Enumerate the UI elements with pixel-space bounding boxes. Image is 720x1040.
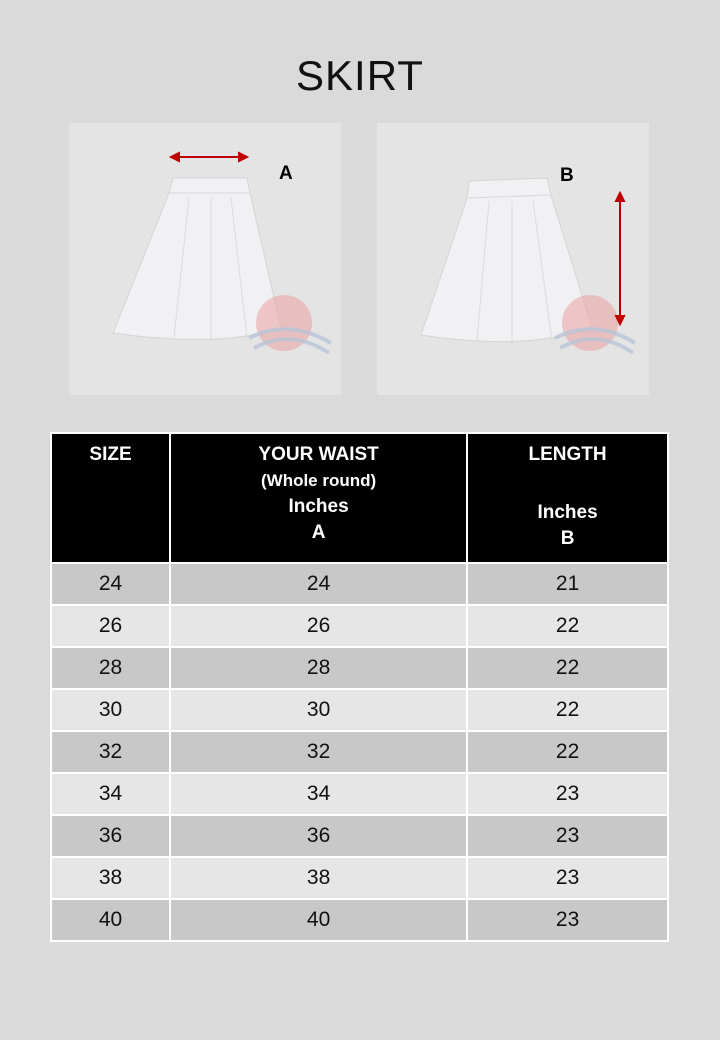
page-title: SKIRT — [296, 52, 424, 99]
header-line: B — [560, 528, 575, 549]
length-cell: 21 — [467, 563, 668, 605]
length-cell: 23 — [467, 857, 668, 899]
table-row — [51, 815, 668, 857]
table-row — [51, 857, 668, 899]
header-size — [51, 433, 170, 563]
skirt-front-image-waist — [69, 123, 341, 395]
table-row — [51, 731, 668, 773]
header-line: Inches — [288, 496, 349, 517]
size-cell: 38 — [51, 857, 170, 899]
waist-cell: 36 — [170, 815, 467, 857]
length-cell: 22 — [467, 647, 668, 689]
header-line: A — [311, 522, 326, 543]
waist-cell: 34 — [170, 773, 467, 815]
waist-cell: 24 — [170, 563, 467, 605]
skirt-front-image-length — [377, 123, 649, 395]
size-cell: 34 — [51, 773, 170, 815]
table-row — [51, 605, 668, 647]
table-row — [51, 563, 668, 605]
header-line: SIZE — [89, 444, 132, 465]
size-cell: 32 — [51, 731, 170, 773]
waist-arrow-icon — [171, 153, 247, 161]
skirt-illustration — [377, 123, 649, 395]
header-line: (Whole round) — [260, 471, 377, 490]
waist-cell: 26 — [170, 605, 467, 647]
table-header-row — [51, 433, 668, 563]
length-cell: 22 — [467, 731, 668, 773]
size-chart-table — [50, 432, 669, 942]
length-arrow-icon — [616, 193, 624, 324]
skirt-illustration — [69, 123, 341, 395]
waist-cell: 40 — [170, 899, 467, 941]
measure-label-a: A — [279, 163, 293, 184]
header-waist — [170, 433, 467, 563]
waist-cell: 38 — [170, 857, 467, 899]
table-row — [51, 899, 668, 941]
waist-cell: 30 — [170, 689, 467, 731]
length-cell: 22 — [467, 689, 668, 731]
size-cell: 36 — [51, 815, 170, 857]
length-cell: 23 — [467, 815, 668, 857]
length-cell: 22 — [467, 605, 668, 647]
size-cell: 40 — [51, 899, 170, 941]
header-line: YOUR WAIST — [258, 444, 379, 465]
table-row — [51, 773, 668, 815]
waist-cell: 28 — [170, 647, 467, 689]
header-line: Inches — [537, 502, 598, 523]
table-row — [51, 689, 668, 731]
length-cell: 23 — [467, 773, 668, 815]
waist-cell: 32 — [170, 731, 467, 773]
table-row — [51, 647, 668, 689]
header-length — [467, 433, 668, 563]
size-cell: 28 — [51, 647, 170, 689]
length-cell: 23 — [467, 899, 668, 941]
size-cell: 30 — [51, 689, 170, 731]
size-cell: 24 — [51, 563, 170, 605]
header-line: LENGTH — [528, 444, 607, 465]
measure-label-b: B — [560, 165, 574, 186]
size-cell: 26 — [51, 605, 170, 647]
